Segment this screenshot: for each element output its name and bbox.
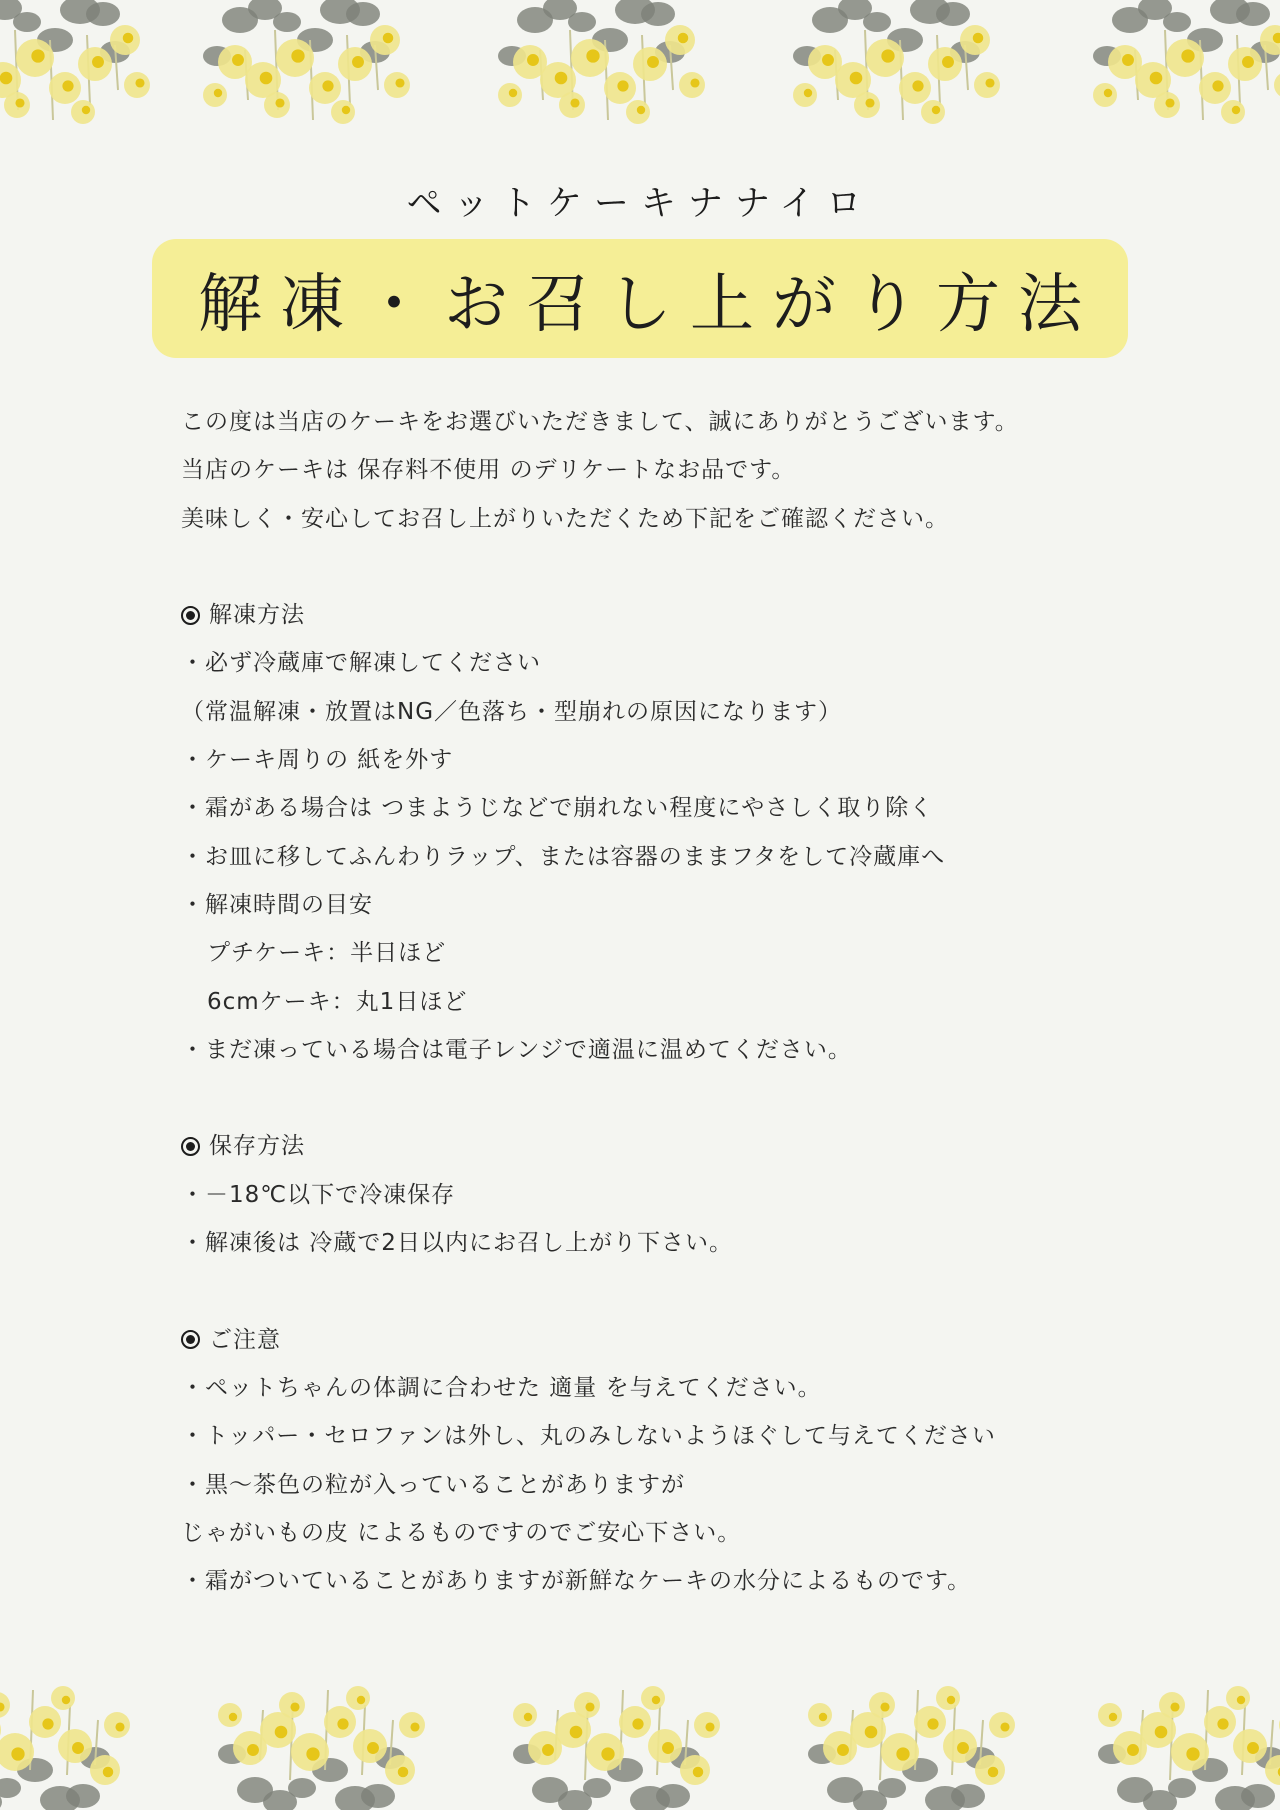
leaf [568, 12, 596, 32]
leaf [656, 1784, 690, 1808]
flower-center [395, 78, 404, 87]
flower-center [705, 1722, 714, 1731]
flower-center [632, 1718, 643, 1729]
leaf [1163, 12, 1191, 32]
flower-cluster [513, 1686, 720, 1810]
thaw-line: （常温解凍・放置はNG／色落ち・型崩れの原因になります） [181, 698, 843, 725]
instructions-body [181, 398, 1181, 1605]
flower-cluster [218, 1686, 425, 1810]
storage-line: ・－18℃以下で冷凍保存 [181, 1181, 456, 1208]
flower-center [15, 98, 24, 107]
flower-cluster [0, 0, 150, 124]
title-banner [152, 239, 1128, 358]
flower-center [62, 1696, 70, 1704]
flower-center [837, 1744, 849, 1756]
flower-cluster [498, 0, 705, 124]
leaf [66, 1784, 100, 1808]
flower-center [985, 78, 994, 87]
flower-center [1212, 80, 1223, 91]
brand-name: ペットケーキナナイロ [406, 184, 874, 224]
flower-center [586, 49, 599, 62]
flower-center [662, 1742, 674, 1754]
flower-center [865, 98, 874, 107]
section-heading-label: ご注意 [209, 1326, 281, 1353]
flower-center [822, 54, 834, 66]
notes-line: ・黒～茶色の粒が入っていることがありますが [181, 1471, 685, 1498]
flower-center [637, 106, 645, 114]
flower-center [947, 1696, 955, 1704]
flower-center [398, 1767, 409, 1778]
floral-border-top [0, 0, 1280, 150]
flower-center [232, 54, 244, 66]
floral-border-bottom [0, 1660, 1280, 1810]
flower-center [11, 1747, 24, 1760]
radio-bullet-icon [181, 1137, 200, 1156]
flower-center [1181, 49, 1194, 62]
thaw-time-6cm: 6cmケーキ：丸1日ほど [207, 988, 468, 1015]
flower-center [410, 1722, 419, 1731]
leaf [288, 1778, 316, 1798]
flower-center [260, 72, 273, 85]
flower-center [275, 98, 284, 107]
flower-center [0, 72, 12, 85]
flower-center [693, 1767, 704, 1778]
flower-center [352, 56, 364, 68]
flower-center [957, 1742, 969, 1754]
radio-bullet-icon [181, 606, 200, 625]
flower-center [42, 1718, 53, 1729]
flower-center [881, 49, 894, 62]
leaf [641, 2, 675, 26]
flower-center [527, 54, 539, 66]
flower-center [1150, 72, 1163, 85]
flower-center [524, 1713, 532, 1721]
leaf [361, 1784, 395, 1808]
flower-center [678, 33, 689, 44]
flower-center [880, 1702, 889, 1711]
leaf [86, 2, 120, 26]
flower-center [542, 1744, 554, 1756]
flower-center [306, 1747, 319, 1760]
leaf [583, 1778, 611, 1798]
flower-center [1247, 1742, 1259, 1754]
flower-center [509, 89, 517, 97]
flower-center [291, 49, 304, 62]
leaf [273, 12, 301, 32]
storage-line: ・解凍後は 冷蔵で2日以内にお召し上がり下さい。 [181, 1230, 733, 1257]
flower-center [1165, 98, 1174, 107]
flower-center [1186, 1747, 1199, 1760]
page-title: 解凍・お召し上がり方法 [198, 267, 1100, 342]
notes-line: ・ペットちゃんの体調に合わせた 適量 を与えてください。 [181, 1374, 822, 1401]
flower-center [1170, 1702, 1179, 1711]
flower-cluster [1098, 1686, 1280, 1810]
thaw-line: ・霜がある場合は つまようじなどで崩れない程度にやさしく取り除く [181, 795, 934, 822]
flower-center [322, 80, 333, 91]
flower-center [1122, 54, 1134, 66]
flower-center [652, 1696, 660, 1704]
flower-center [932, 106, 940, 114]
flower-center [229, 1713, 237, 1721]
thaw-line: ・ケーキ周りの 紙を外す [181, 747, 454, 774]
flower-center [337, 1718, 348, 1729]
flower-center [942, 56, 954, 68]
notes-line: ・トッパー・セロファンは外し、丸のみしないようほぐして与えてください [181, 1423, 996, 1450]
flower-center [103, 1767, 114, 1778]
flower-center [988, 1767, 999, 1778]
flower-cluster [0, 1686, 130, 1810]
flower-center [585, 1702, 594, 1711]
section-heading-storage [181, 1122, 1181, 1170]
notes-line: ・霜がついていることがありますが新鮮なケーキの水分によるものです。 [181, 1568, 972, 1595]
section-heading-label: 解凍方法 [209, 602, 305, 629]
leaf [936, 2, 970, 26]
flower-center [647, 56, 659, 68]
notes-line: じゃがいもの皮 によるものですのでご安心下さい。 [181, 1519, 742, 1546]
flower-center [123, 33, 134, 44]
flower-cluster [203, 0, 410, 124]
flower-center [1104, 89, 1112, 97]
leaf [863, 12, 891, 32]
flower-center [135, 78, 144, 87]
thaw-line: ・お皿に移してふんわりラップ、または容器のままフタをして冷蔵庫へ [181, 843, 946, 870]
flower-center [1127, 1744, 1139, 1756]
thaw-line: ・必ず冷蔵庫で解凍してください [181, 650, 541, 677]
flower-center [1109, 1713, 1117, 1721]
section-heading-label: 保存方法 [209, 1133, 305, 1160]
flower-center [290, 1702, 299, 1711]
flower-center [804, 89, 812, 97]
flower-center [912, 80, 923, 91]
flower-cluster [808, 1686, 1015, 1810]
flower-center [896, 1747, 909, 1760]
flower-center [601, 1747, 614, 1760]
leaf [1168, 1778, 1196, 1798]
flower-center [72, 1742, 84, 1754]
flower-center [62, 80, 73, 91]
radio-bullet-icon [181, 1330, 200, 1349]
flower-center [973, 33, 984, 44]
flower-center [1000, 1722, 1009, 1731]
flower-center [275, 1726, 288, 1739]
intro-line: この度は当店のケーキをお選びいただきまして、誠にありがとうございます。 [181, 409, 1019, 435]
flower-cluster [1093, 0, 1280, 124]
flower-center [31, 49, 44, 62]
flower-center [617, 80, 628, 91]
flower-center [357, 1696, 365, 1704]
thaw-time-petit: プチケーキ：半日ほど [207, 940, 447, 967]
leaf [0, 1778, 21, 1798]
intro-line: 美味しく・安心してお召し上がりいただくため下記をご確認ください。 [181, 505, 949, 532]
flower-center [819, 1713, 827, 1721]
flower-center [1155, 1726, 1168, 1739]
section-heading-notes [181, 1316, 1181, 1364]
thaw-line: ・まだ凍っている場合は電子レンジで適温に温めてください。 [181, 1036, 852, 1063]
leaf [878, 1778, 906, 1798]
leaf [951, 1784, 985, 1808]
section-heading-thaw [181, 591, 1181, 639]
leaf [1241, 1784, 1275, 1808]
flower-center [247, 1744, 259, 1756]
flower-center [1237, 1696, 1245, 1704]
leaf [346, 2, 380, 26]
flower-center [1232, 106, 1240, 114]
flower-center [570, 98, 579, 107]
flower-center [1242, 56, 1254, 68]
flower-center [850, 72, 863, 85]
thaw-line: ・解凍時間の目安 [181, 891, 373, 918]
flower-center [865, 1726, 878, 1739]
flower-cluster [793, 0, 1000, 124]
leaf [1236, 2, 1270, 26]
flower-center [367, 1742, 379, 1754]
flower-center [342, 106, 350, 114]
leaf [13, 12, 41, 32]
flower-center [927, 1718, 938, 1729]
flower-center [690, 78, 699, 87]
flower-center [82, 106, 90, 114]
flower-center [115, 1722, 124, 1731]
flower-center [570, 1726, 583, 1739]
flower-petal [1274, 72, 1280, 98]
flower-center [1217, 1718, 1228, 1729]
flower-center [214, 89, 222, 97]
flower-center [92, 56, 104, 68]
flower-center [383, 33, 394, 44]
intro-line: 当店のケーキは 保存料不使用 のデリケートなお品です。 [181, 457, 796, 484]
flower-center [555, 72, 568, 85]
